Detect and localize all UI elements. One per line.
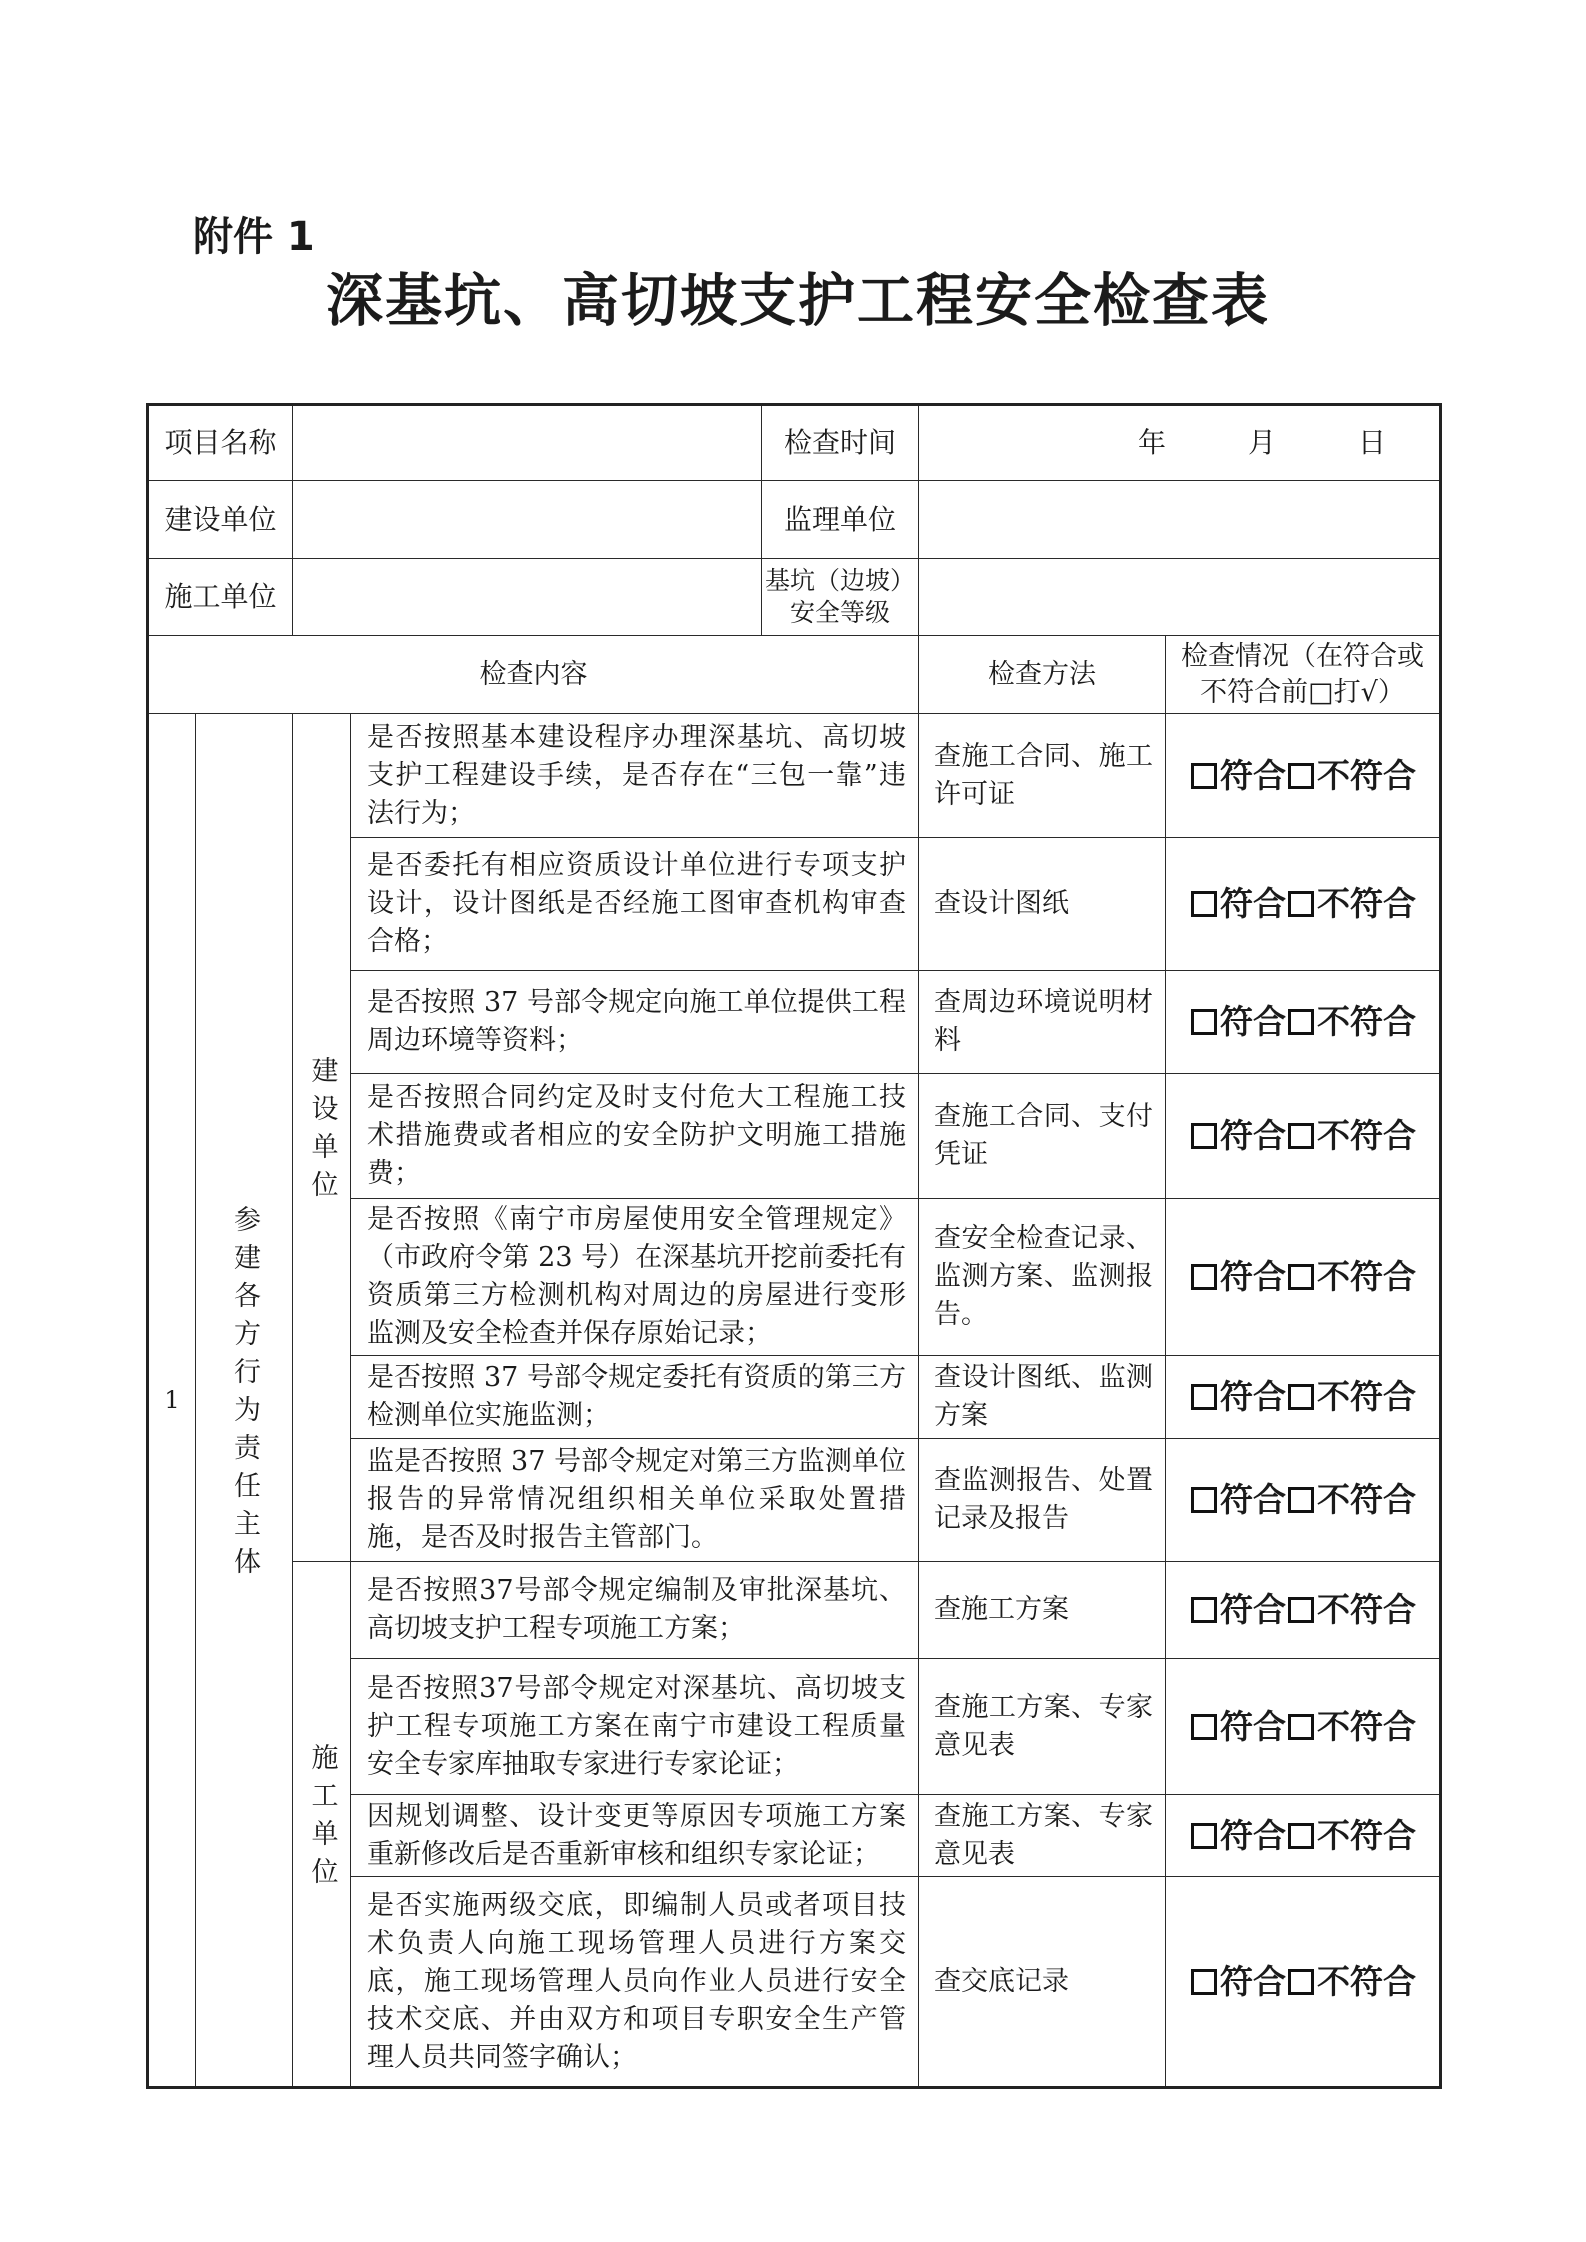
check-content: 因规划调整、设计变更等原因专项施工方案重新修改后是否重新审核和组织专家论证； — [351, 1795, 919, 1877]
group-builder-cell — [293, 714, 351, 1562]
check-method: 查设计图纸 — [919, 838, 1166, 971]
nonconform-label: 不符合 — [1317, 755, 1417, 795]
header-status: 检查情况（在符合或不符合前□打√） — [1166, 636, 1441, 714]
conform-label: 符合 — [1220, 1961, 1287, 2001]
safety-grade-label: 基坑（边坡）安全等级 — [762, 559, 919, 636]
check-method: 查施工方案、专家意见表 — [919, 1795, 1166, 1877]
conform-label: 符合 — [1220, 1815, 1287, 1855]
nonconform-label: 不符合 — [1317, 884, 1417, 923]
checkbox-conform[interactable] — [1191, 1264, 1217, 1290]
conform-label: 符合 — [1220, 755, 1287, 795]
supervisor-label: 监理单位 — [762, 481, 919, 559]
checkbox-conform[interactable] — [1191, 1823, 1217, 1849]
checkbox-conform[interactable] — [1191, 1597, 1217, 1623]
check-content: 是否按照 37 号部令规定向施工单位提供工程周边环境等资料； — [351, 971, 919, 1074]
checkbox-nonconform[interactable] — [1288, 891, 1314, 917]
checkbox-conform[interactable] — [1191, 1009, 1217, 1035]
checkbox-nonconform[interactable] — [1288, 763, 1314, 789]
checkbox-nonconform[interactable] — [1288, 1969, 1314, 1995]
check-method: 查施工合同、支付凭证 — [919, 1074, 1166, 1199]
group-name-constructor: 施工单位 — [306, 1742, 338, 1895]
info-row-constructor — [148, 559, 1441, 636]
conform-label: 符合 — [1220, 1480, 1287, 1519]
check-status — [1166, 1795, 1441, 1877]
table-row — [148, 1562, 1441, 1659]
check-status — [1166, 1439, 1441, 1562]
conform-label: 符合 — [1220, 1257, 1287, 1296]
nonconform-label: 不符合 — [1317, 1706, 1417, 1746]
checkbox-nonconform[interactable] — [1288, 1714, 1314, 1740]
checkbox-nonconform[interactable] — [1288, 1823, 1314, 1849]
checkbox-nonconform[interactable] — [1288, 1384, 1314, 1410]
checkbox-nonconform[interactable] — [1288, 1597, 1314, 1623]
section-number: 1 — [148, 714, 196, 2088]
document-title: 深基坑、高切坡支护工程安全检查表 — [326, 267, 1270, 334]
nonconform-label: 不符合 — [1317, 1377, 1417, 1416]
check-method: 查安全检查记录、监测方案、监测报告。 — [919, 1199, 1166, 1356]
attachment-label: 附件 1 — [193, 214, 315, 260]
inspection-date-field[interactable] — [919, 405, 1441, 481]
info-row-project — [148, 405, 1441, 481]
check-method: 查施工方案 — [919, 1562, 1166, 1659]
info-row-builder — [148, 481, 1441, 559]
check-status — [1166, 1659, 1441, 1795]
nonconform-label: 不符合 — [1317, 1480, 1417, 1519]
inspection-table — [146, 403, 1442, 2089]
conform-label: 符合 — [1220, 1377, 1287, 1416]
check-status — [1166, 1562, 1441, 1659]
nonconform-label: 不符合 — [1317, 1961, 1417, 2001]
nonconform-label: 不符合 — [1317, 1116, 1417, 1155]
check-method: 查监测报告、处置记录及报告 — [919, 1439, 1166, 1562]
nonconform-label: 不符合 — [1317, 1257, 1417, 1296]
nonconform-label: 不符合 — [1317, 1002, 1417, 1041]
check-method: 查施工方案、专家意见表 — [919, 1659, 1166, 1795]
conform-label: 符合 — [1220, 1706, 1287, 1746]
conform-label: 符合 — [1220, 1002, 1287, 1041]
check-status — [1166, 1356, 1441, 1439]
check-content: 是否按照《南宁市房屋使用安全管理规定》（市政府令第 23 号）在深基坑开挖前委托有资质第三方检测机构对周边的房屋进行变形监测及安全检查并保存原始记录； — [351, 1199, 919, 1356]
check-content: 是否委托有相应资质设计单位进行专项支护设计，设计图纸是否经施工图审查机构审查合格； — [351, 838, 919, 971]
check-content: 是否按照 37 号部令规定委托有资质的第三方检测单位实施监测； — [351, 1356, 919, 1439]
check-status — [1166, 971, 1441, 1074]
conform-label: 符合 — [1220, 884, 1287, 923]
check-content: 监是否按照 37 号部令规定对第三方监测单位报告的异常情况组织相关单位采取处置措施，是否及时报告主管部门。 — [351, 1439, 919, 1562]
check-status — [1166, 838, 1441, 971]
checkbox-nonconform[interactable] — [1288, 1123, 1314, 1149]
project-name-label: 项目名称 — [148, 405, 293, 481]
group-name-builder: 建设单位 — [306, 1056, 338, 1208]
header-content: 检查内容 — [148, 636, 919, 714]
header-method: 检查方法 — [919, 636, 1166, 714]
date-day-unit: 日 — [1358, 426, 1387, 459]
checkbox-nonconform[interactable] — [1288, 1487, 1314, 1513]
builder-field[interactable] — [293, 481, 762, 559]
date-year-unit: 年 — [1137, 426, 1166, 459]
nonconform-label: 不符合 — [1317, 1815, 1417, 1855]
table-header-row — [148, 636, 1441, 714]
nonconform-label: 不符合 — [1317, 1590, 1417, 1629]
supervisor-field[interactable] — [919, 481, 1441, 559]
checkbox-conform[interactable] — [1191, 1384, 1217, 1410]
checkbox-nonconform[interactable] — [1288, 1009, 1314, 1035]
checkbox-conform[interactable] — [1191, 1487, 1217, 1513]
check-content: 是否按照37号部令规定编制及审批深基坑、高切坡支护工程专项施工方案； — [351, 1562, 919, 1659]
check-method: 查周边环境说明材料 — [919, 971, 1166, 1074]
checkbox-conform[interactable] — [1191, 1969, 1217, 1995]
checkbox-conform[interactable] — [1191, 1714, 1217, 1740]
constructor-label: 施工单位 — [148, 559, 293, 636]
check-status — [1166, 1074, 1441, 1199]
check-content: 是否按照基本建设程序办理深基坑、高切坡支护工程建设手续，是否存在“三包一靠”违法行为； — [351, 714, 919, 838]
check-status — [1166, 1199, 1441, 1356]
check-method: 查交底记录 — [919, 1877, 1166, 2088]
builder-label: 建设单位 — [148, 481, 293, 559]
group-constructor-cell — [293, 1562, 351, 2088]
checkbox-nonconform[interactable] — [1288, 1264, 1314, 1290]
project-name-field[interactable] — [293, 405, 762, 481]
conform-label: 符合 — [1220, 1116, 1287, 1155]
checkbox-conform[interactable] — [1191, 763, 1217, 789]
checkbox-conform[interactable] — [1191, 1123, 1217, 1149]
safety-grade-field[interactable] — [919, 559, 1441, 636]
checkbox-conform[interactable] — [1191, 891, 1217, 917]
constructor-field[interactable] — [293, 559, 762, 636]
check-method: 查施工合同、施工许可证 — [919, 714, 1166, 838]
inspection-time-label: 检查时间 — [762, 405, 919, 481]
check-status — [1166, 714, 1441, 838]
check-method: 查设计图纸、监测方案 — [919, 1356, 1166, 1439]
table-row — [148, 714, 1441, 838]
section-category-cell — [196, 714, 293, 2088]
section-category: 参建各方行为责任主体 — [229, 1204, 260, 1585]
date-units — [919, 424, 1439, 462]
conform-label: 符合 — [1220, 1590, 1287, 1629]
check-content: 是否实施两级交底，即编制人员或者项目技术负责人向施工现场管理人员进行方案交底，施工现场管理人员向作业人员进行安全技术交底、并由双方和项目专职安全生产管理人员共同签字确认； — [351, 1877, 919, 2088]
check-status — [1166, 1877, 1441, 2088]
check-content: 是否按照合同约定及时支付危大工程施工技术措施费或者相应的安全防护文明施工措施费； — [351, 1074, 919, 1199]
date-month-unit: 月 — [1248, 426, 1277, 459]
check-content: 是否按照37号部令规定对深基坑、高切坡支护工程专项施工方案在南宁市建设工程质量安全专家库抽取专家进行专家论证； — [351, 1659, 919, 1795]
